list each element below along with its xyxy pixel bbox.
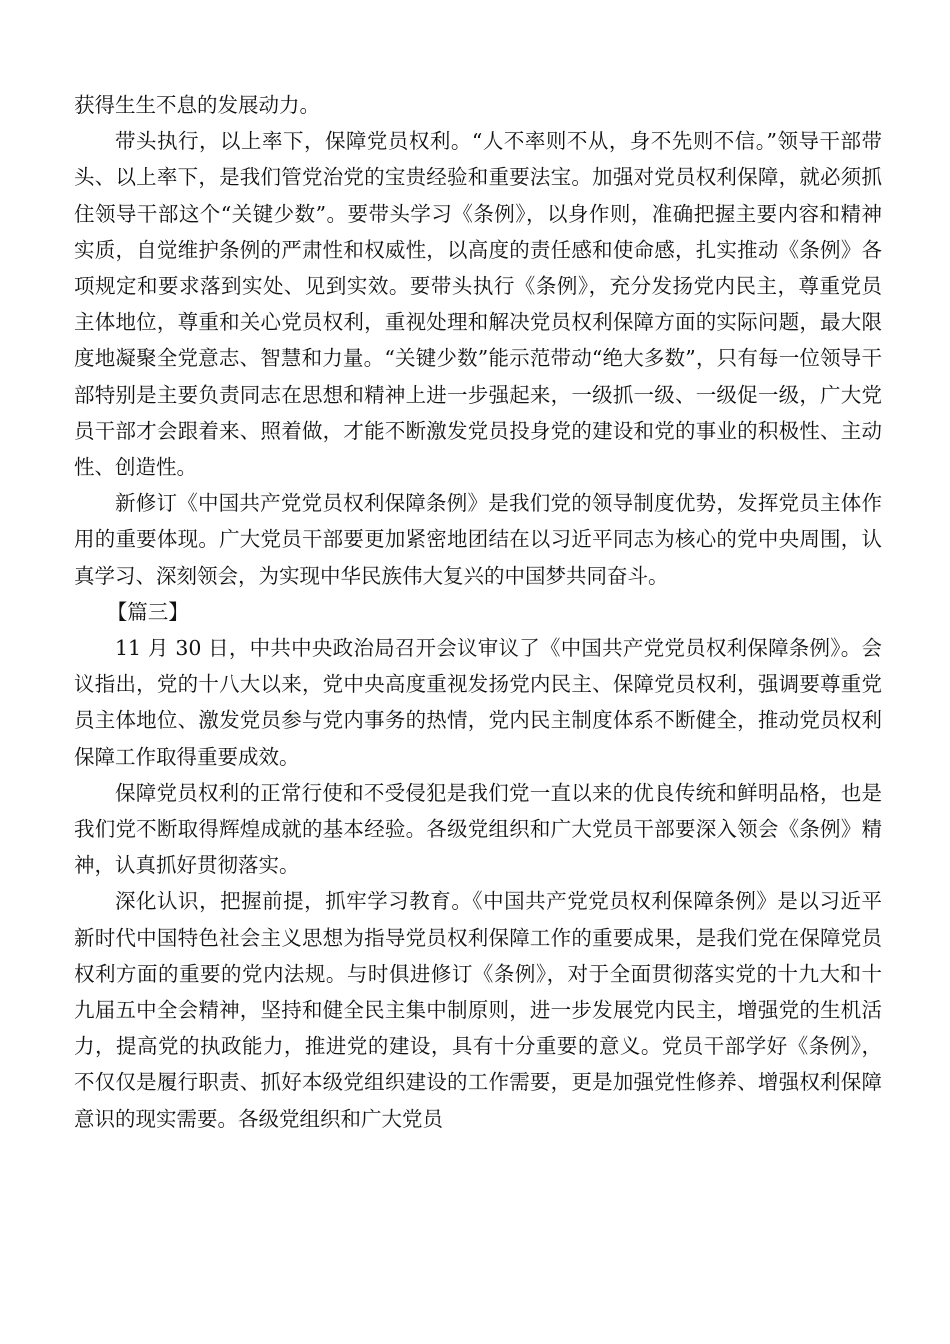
paragraph-lead-by-example: 带头执行，以上率下，保障党员权利。“人不率则不从，身不先则不信。”领导干部带头、以上率下，是我们管党治党的宝贵经验和重要法宝。加强对党员权利保障，就必须抓住领导干部这个“关键少数”。要带头学习《条例》，以身作则，准确把握主要内容和精神实质，自觉维护条例的严肃性和权威性，以高度的责任感和使命感，扎实推动《条例》各项规定和要求落到实处、见到实效。要带头执行《条例》，充分发扬党内民主，尊重党员主体地位，尊重和关心党员权利，重视处理和解决党员权利保障方面的实际问题，最大限度地凝聚全党意志、智慧和力量。“关键少数”能示范带动“绝大多数”，只有每一位领导干部特别是主要负责同志在思想和精神上进一步强起来，一级抓一级、一级促一级，广大党员干部才会跟着来、照着做，才能不断激发党员投身党的建设和党的事业的积极性、主动性、创造性。: [74, 129, 882, 480]
paragraph-protect-rights: 保障党员权利的正常行使和不受侵犯是我们党一直以来的优良传统和鲜明品格，也是我们党不断取得辉煌成就的基本经验。各级党组织和广大党员干部要深入领会《条例》精神，认真抓好贯彻落实。: [74, 780, 882, 878]
document-page: [74, 87, 882, 1137]
section-heading-part-three: 【篇三】: [106, 599, 189, 624]
paragraph-continuation: 获得生生不息的发展动力。: [74, 93, 320, 117]
paragraph-politburo-meeting: 11 月 30 日，中共中央政治局召开会议审议了《中国共产党党员权利保障条例》。会议指出，党的十八大以来，党中央高度重视发扬党内民主、保障党员权利，强调要尊重党员主体地位、激发党员参与党内事务的热情，党内民主制度体系不断健全，推动党员权利保障工作取得重要成效。: [74, 636, 882, 769]
paragraph-regulation-revision: 新修订《中国共产党党员权利保障条例》是我们党的领导制度优势，发挥党员主体作用的重要体现。广大党员干部要更加紧密地团结在以习近平同志为核心的党中央周围，认真学习、深刻领会，为实现中华民族伟大复兴的中国梦共同奋斗。: [74, 491, 882, 588]
paragraph-deepen-understanding: 深化认识，把握前提，抓牢学习教育。《中国共产党党员权利保障条例》是以习近平新时代中国特色社会主义思想为指导党员权利保障工作的重要成果，是我们党在保障党员权利方面的重要的党内法规。与时俱进修订《条例》，对于全面贯彻落实党的十九大和十九届五中全会精神，坚持和健全民主集中制原则，进一步发展党内民主，增强党的生机活力，提高党的执政能力，推进党的建设，具有十分重要的意义。党员干部学好《条例》，不仅仅是履行职责、抓好本级党组织建设的工作需要，更是加强党性修养、增强权利保障意识的现实需要。各级党组织和广大党员: [74, 889, 882, 1131]
